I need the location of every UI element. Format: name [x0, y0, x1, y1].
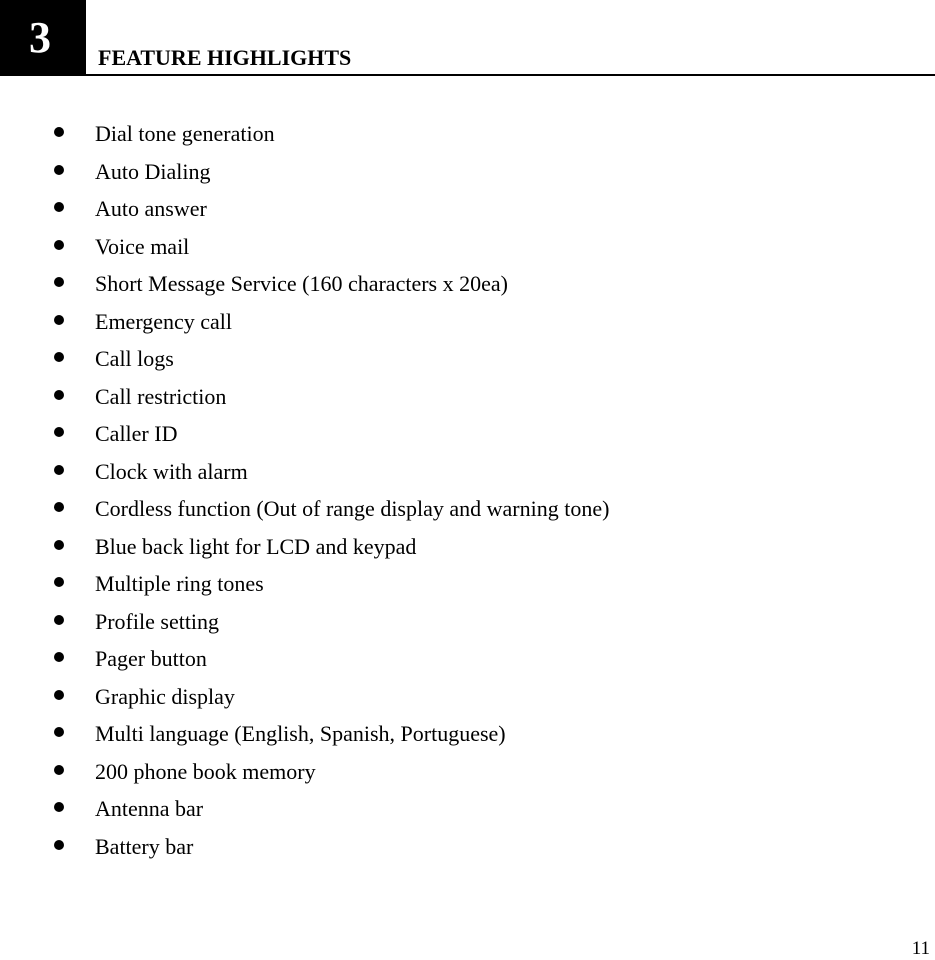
bullet-icon — [54, 315, 64, 325]
bullet-icon — [54, 615, 64, 625]
feature-text: Pager button — [95, 646, 207, 671]
feature-text: Battery bar — [95, 833, 194, 859]
bullet-icon — [54, 427, 64, 437]
bullet-icon — [54, 390, 64, 400]
feature-text: Multiple ring tones — [95, 571, 264, 596]
feature-text: Clock with alarm — [95, 458, 248, 484]
bullet-icon — [54, 352, 64, 362]
feature-text: Blue back light for LCD and keypad — [95, 533, 417, 559]
feature-text: Short Message Service (160 characters x 20ea) — [95, 271, 508, 296]
bullet-icon — [54, 240, 64, 250]
bullet-icon — [54, 540, 64, 550]
bullet-icon — [54, 840, 64, 850]
page-number: 11 — [911, 938, 930, 959]
feature-text: Cordless function (Out of range display and warning tone) — [95, 496, 610, 521]
bullet-icon — [54, 577, 64, 587]
bullet-icon — [54, 465, 64, 475]
bullet-icon — [54, 502, 64, 512]
bullet-icon — [54, 277, 64, 287]
feature-text: Multi language (English, Spanish, Portuguese) — [95, 721, 506, 746]
feature-text: Profile setting — [95, 608, 220, 634]
page-title: FEATURE HIGHLIGHTS — [98, 45, 352, 70]
bullet-icon — [54, 127, 64, 137]
feature-text: Voice mail — [95, 233, 190, 259]
bullet-icon — [54, 765, 64, 775]
feature-text: Call logs — [95, 346, 174, 371]
bullet-icon — [54, 690, 64, 700]
feature-text: Auto answer — [95, 196, 207, 221]
feature-text: Antenna bar — [95, 796, 204, 821]
bullet-icon — [54, 202, 64, 212]
bullet-icon — [54, 165, 64, 175]
bullet-icon — [54, 727, 64, 737]
feature-text: 200 phone book memory — [95, 758, 316, 784]
bullet-icon — [54, 802, 64, 812]
feature-text: Emergency call — [95, 308, 233, 334]
header-divider — [86, 74, 935, 76]
feature-text: Call restriction — [95, 383, 227, 409]
feature-text: Graphic display — [95, 683, 235, 709]
feature-text: Caller ID — [95, 421, 178, 446]
feature-text: Dial tone generation — [95, 121, 275, 146]
bullet-icon — [54, 652, 64, 662]
feature-text: Auto Dialing — [95, 158, 211, 184]
chapter-number-badge: 3 — [0, 0, 86, 76]
